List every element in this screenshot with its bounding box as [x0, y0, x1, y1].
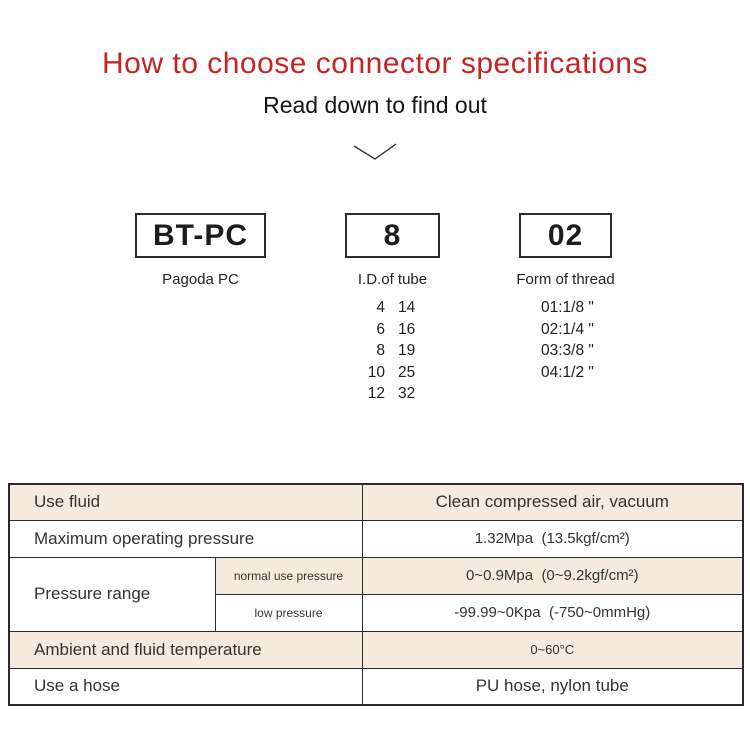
code-segment-series-text: BT-PC: [153, 218, 248, 252]
row-value-use-fluid: Clean compressed air, vacuum: [362, 484, 743, 520]
row-label-temperature: Ambient and fluid temperature: [9, 631, 362, 668]
thread-option: 03:3/8 ": [541, 342, 594, 359]
code-segment-thread-text: 02: [547, 218, 584, 252]
code-segment-tube-id-text: 8: [383, 218, 402, 252]
sub-label-low-pressure: low pressure: [215, 594, 362, 631]
tube-id-value: 10: [367, 363, 385, 381]
row-value-normal-pressure: 0~0.9Mpa (0~9.2kgf/cm²): [362, 557, 743, 594]
thread-option-list: [541, 297, 594, 383]
tube-size-list: [345, 297, 440, 405]
spec-table: [8, 483, 744, 706]
code-segment-tube-id: [345, 213, 440, 258]
table-row-normal-pressure: [9, 557, 743, 594]
thread-option: 01:1/8 ": [541, 299, 594, 316]
row-value-temperature: 0~60°C: [362, 631, 743, 668]
tube-od-value: 14: [398, 299, 416, 316]
row-label-max-pressure: Maximum operating pressure: [9, 520, 362, 557]
tube-size-row: [345, 362, 440, 384]
page-title: How to choose connector specifications: [102, 47, 648, 80]
row-label-hose: Use a hose: [9, 668, 362, 705]
tube-size-row: [345, 319, 440, 341]
tube-size-row: [345, 383, 440, 405]
tube-od-value: 16: [398, 320, 416, 338]
tube-od-value: 25: [398, 363, 416, 381]
thread-option: 02:1/4 ": [541, 320, 594, 338]
page-subtitle: Read down to find out: [263, 92, 487, 118]
chevron-down-icon: [352, 142, 398, 164]
segment-label-series: Pagoda PC: [162, 271, 239, 288]
row-value-hose: PU hose, nylon tube: [362, 668, 743, 705]
segment-label-tube-id: I.D.of tube: [357, 271, 428, 288]
tube-id-value: 12: [367, 385, 385, 402]
thread-option: 04:1/2 ": [541, 363, 594, 381]
table-row-max-pressure: [9, 520, 743, 557]
tube-od-value: 32: [398, 385, 416, 402]
table-row-hose: [9, 668, 743, 705]
row-label-use-fluid: Use fluid: [9, 484, 362, 520]
tube-id-value: 4: [376, 299, 385, 316]
table-row-temperature: [9, 631, 743, 668]
row-label-pressure-range: Pressure range: [9, 557, 215, 631]
sub-label-normal-pressure: normal use pressure: [215, 557, 362, 594]
row-value-max-pressure: 1.32Mpa (13.5kgf/cm²): [362, 520, 743, 557]
tube-od-value: 19: [398, 342, 416, 359]
code-segment-series: [135, 213, 266, 258]
row-value-low-pressure: -99.99~0Kpa (-750~0mmHg): [362, 594, 743, 631]
tube-id-value: 8: [376, 342, 385, 359]
tube-size-row: [345, 297, 440, 319]
code-segment-thread: [519, 213, 612, 258]
tube-size-row: [345, 340, 440, 362]
table-row-use-fluid: [9, 484, 743, 520]
tube-id-value: 6: [376, 320, 385, 338]
segment-label-thread: Form of thread: [516, 271, 615, 288]
